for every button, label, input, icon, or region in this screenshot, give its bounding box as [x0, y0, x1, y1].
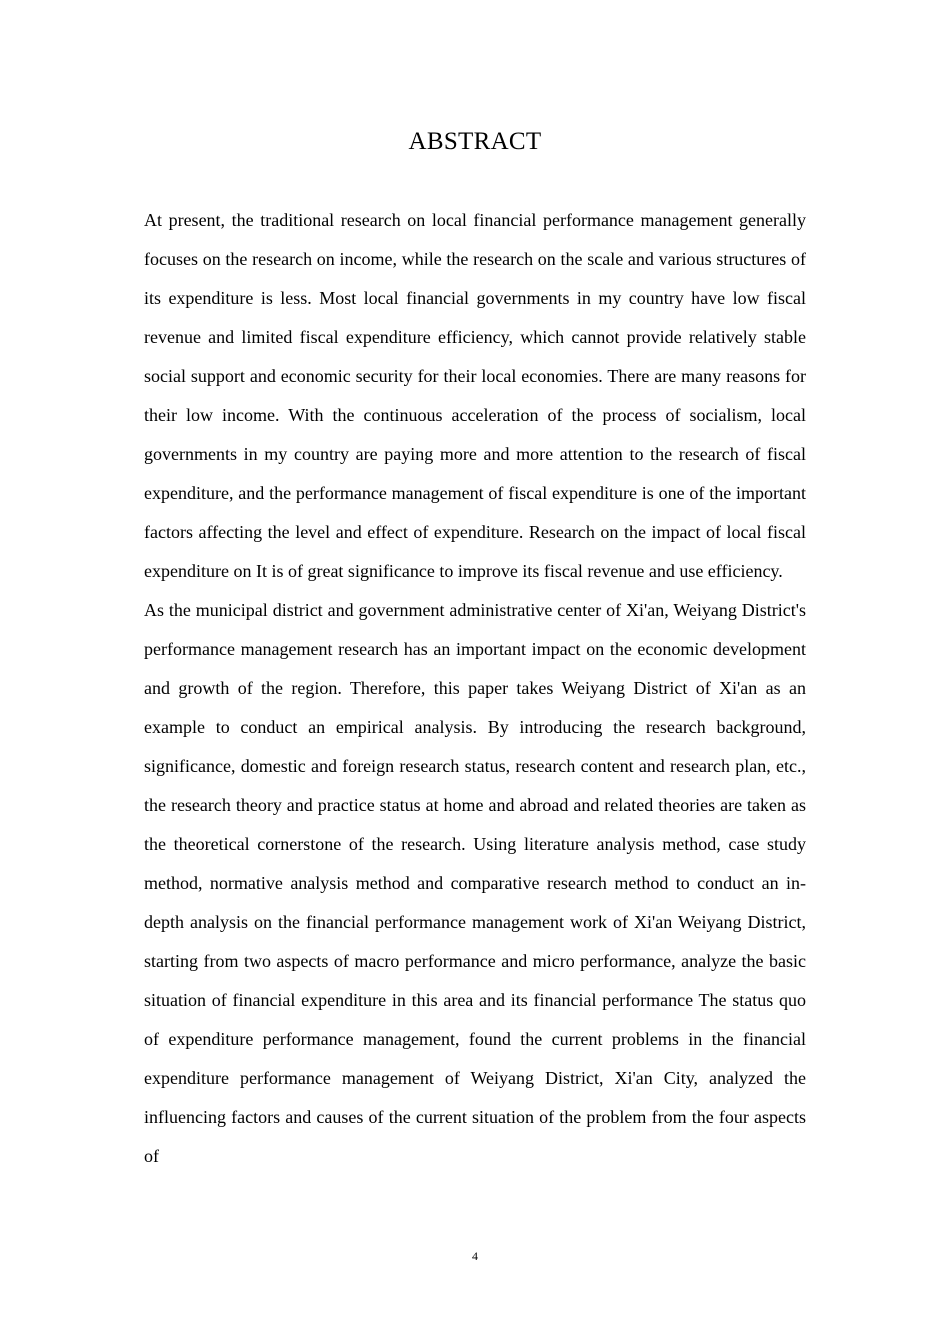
page-number: 4: [472, 1249, 478, 1263]
abstract-paragraph-1: At present, the traditional research on local financial performance management generally focuses on the research on income, while the research on the scale and various structures of its expenditure is less. Most local financial governments in my country have low fiscal revenue and limited fiscal expenditure efficiency, which cannot provide relatively stable social support and economic security for their local economies. There are many reasons for their low income. With the continuous acceleration of the process of socialism, local governments in my country are paying more and more attention to the research of fiscal expenditure, and the performance management of fiscal expenditure is one of the important factors affecting the level and effect of expenditure. Research on the impact of local fiscal expenditure on It is of great significance to improve its fiscal revenue and use efficiency.: [144, 210, 806, 581]
abstract-body: [144, 201, 806, 1176]
abstract-paragraph-2: As the municipal district and government administrative center of Xi'an, Weiyang District's performance management research has an important impact on the economic development and growth of the region. Therefore, this paper takes Weiyang District of Xi'an as an example to conduct an empirical analysis. By introducing the research background, significance, domestic and foreign research status, research content and research plan, etc., the research theory and practice status at home and abroad and related theories are taken as the theoretical cornerstone of the research. Using literature analysis method, case study method, normative analysis method and comparative research method to conduct an in-depth analysis on the financial performance management work of Xi'an Weiyang District, starting from two aspects of macro performance and micro performance, analyze the basic situation of financial expenditure in this area and its financial performance The status quo of expenditure performance management, found the current problems in the financial expenditure performance management of Weiyang District, Xi'an City, analyzed the influencing factors and causes of the current situation of the problem from the four aspects of: [144, 600, 806, 1166]
abstract-title: ABSTRACT: [408, 128, 542, 155]
